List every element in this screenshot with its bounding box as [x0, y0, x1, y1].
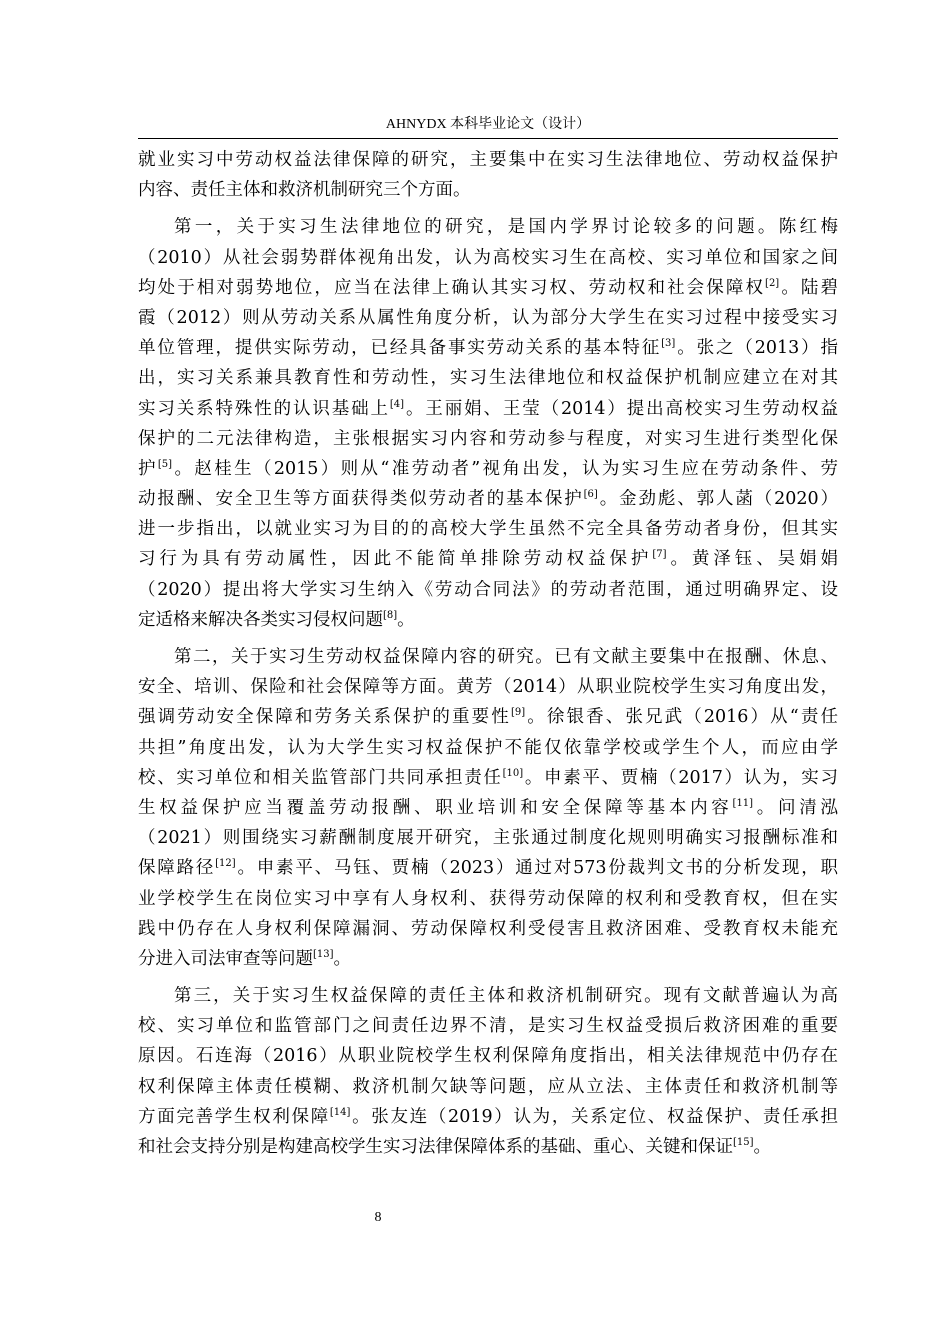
text-line: 进一步指出，以就业实习为目的的高校大学生虽然不完全具备劳动者身份，但其实: [138, 519, 838, 540]
body-text: [138, 145, 838, 1162]
text-line: 单位管理，提供实际劳动，已经具备事实劳动关系的基本特征[3]。张之（2013）指: [138, 338, 838, 359]
text-line: （2021）则围绕实习薪酬制度展开研究，主张通过制度化规则明确实习报酬标准和: [138, 828, 838, 849]
paragraph: [138, 212, 838, 635]
citation-marker: [3]: [661, 338, 676, 350]
page-number: 8: [374, 1210, 382, 1225]
header-rule: [138, 138, 838, 139]
citation-marker: [14]: [329, 1106, 351, 1118]
text-line: （2010）从社会弱势群体视角出发，认为高校实习生在高校、实习单位和国家之间: [138, 247, 838, 268]
text-line: 共担”角度出发，认为大学生实习权益保护不能仅依靠学校或学生个人，而应由学: [138, 737, 838, 758]
text-line: 动报酬、安全卫生等方面获得类似劳动者的基本保护[6]。金劲彪、郭人菡（2020）: [138, 489, 838, 510]
text-line: 内容、责任主体和救济机制研究三个方面。: [138, 180, 471, 201]
text-line: 实习关系特殊性的认识基础上[4]。王丽娟、王莹（2014）提出高校实习生劳动权益: [138, 398, 838, 419]
citation-marker: [5]: [157, 458, 173, 470]
text-line: 出，实习关系兼具教育性和劳动性，实习生法律地位和权益保护机制应建立在对其: [138, 368, 838, 389]
paragraph: [138, 981, 838, 1162]
text-line: 霞（2012）则从劳动关系从属性角度分析，认为部分大学生在实习过程中接受实习: [138, 307, 838, 328]
text-line: 安全、培训、保险和社会保障等方面。黄芳（2014）从职业院校学生实习角度出发，: [138, 677, 838, 698]
paragraph-gap: [138, 205, 838, 212]
text-line: 原因。石连海（2016）从职业院校学生权利保障角度指出，相关法律规范中仍存在: [138, 1046, 838, 1067]
citation-marker: [8]: [383, 609, 398, 621]
citation-marker: [6]: [583, 489, 598, 501]
citation-marker: [13]: [313, 948, 334, 960]
citation-marker: [10]: [502, 767, 524, 779]
text-line: 第三，关于实习生权益保障的责任主体和救济机制研究。现有文献普遍认为高: [174, 986, 838, 1007]
text-line: 校、实习单位和监管部门之间责任边界不清，是实习生权益受损后救济困难的重要: [138, 1016, 838, 1037]
citation-marker: [12]: [215, 858, 236, 870]
text-line: 分进入司法审查等问题[13]。: [138, 948, 352, 969]
text-line: 保护的二元法律构造，主张根据实习内容和劳动参与程度，对实习生进行类型化保: [138, 428, 838, 449]
text-line: 定适格来解决各类实习侵权问题[8]。: [138, 609, 415, 630]
text-line: 护[5]。赵桂生（2015）则从“准劳动者”视角出发，认为实习生应在劳动条件、劳: [138, 458, 839, 479]
citation-marker: [15]: [733, 1137, 754, 1148]
citation-marker: [2]: [765, 277, 780, 289]
text-line: 校、实习单位和相关监管部门共同承担责任[10]。申素平、贾楠（2017）认为，实习: [138, 767, 838, 788]
text-line: 均处于相对弱势地位，应当在法律上确认其实习权、劳动权和社会保障权[2]。陆碧: [138, 277, 839, 298]
text-line: 权利保障主体责任模糊、救济机制欠缺等问题，应从立法、主体责任和救济机制等: [138, 1076, 838, 1097]
paragraph-gap: [138, 635, 838, 642]
text-line: 第一，关于实习生法律地位的研究，是国内学界讨论较多的问题。陈红梅: [174, 217, 838, 238]
text-line: 就业实习中劳动权益法律保障的研究，主要集中在实习生法律地位、劳动权益保护: [138, 150, 838, 170]
paragraph: [138, 145, 838, 205]
citation-marker: [9]: [510, 707, 526, 719]
text-line: 和社会支持分别是构建高校学生实习法律保障体系的基础、重心、关键和保证[15]。: [138, 1137, 772, 1157]
text-line: 业学校学生在岗位实习中享有人身权利、获得劳动保障的权利和受教育权，但在实: [138, 888, 838, 909]
citation-marker: [4]: [389, 398, 405, 410]
text-line: 生权益保护应当覆盖劳动报酬、职业培训和安全保障等基本内容[11]。问清泓: [138, 797, 839, 818]
citation-marker: [7]: [652, 549, 667, 561]
text-line: 保障路径[12]。申素平、马钰、贾楠（2023）通过对573份裁判文书的分析发现，职: [138, 858, 838, 879]
text-line: 践中仍存在人身权利保障漏洞、劳动保障权利受侵害且救济困难、受教育权未能充: [138, 918, 838, 939]
running-header: AHNYDX 本科毕业论文（设计）: [385, 117, 591, 132]
paragraph-gap: [138, 974, 838, 981]
text-line: 第二，关于实习生劳动权益保障内容的研究。已有文献主要集中在报酬、休息、: [174, 647, 838, 667]
paragraph: [138, 642, 838, 974]
citation-marker: [11]: [732, 797, 754, 809]
text-line: 方面完善学生权利保障[14]。张友连（2019）认为，关系定位、权益保护、责任承担: [138, 1106, 838, 1127]
text-line: 习行为具有劳动属性，因此不能简单排除劳动权益保护[7]。黄泽钰、吴娟娟: [138, 549, 839, 570]
text-line: （2020）提出将大学实习生纳入《劳动合同法》的劳动者范围，通过明确界定、设: [138, 579, 838, 600]
text-line: 强调劳动安全保障和劳务关系保护的重要性[9]。徐银香、张兄武（2016）从“责任: [138, 707, 839, 728]
